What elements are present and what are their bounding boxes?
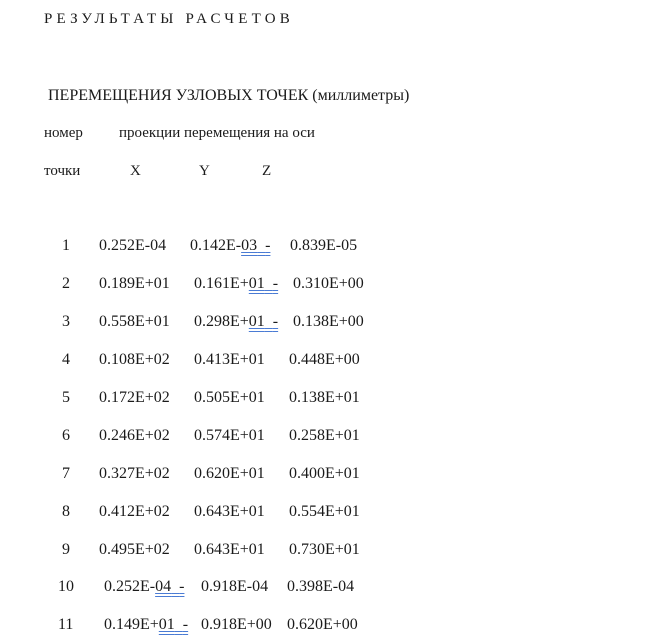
row-2-y: [194, 275, 278, 293]
row-5-x: 0.172E+02: [99, 389, 170, 406]
row-10-number: 10: [58, 578, 74, 595]
row-11-z: 0.620E+00: [287, 616, 358, 633]
row-4-y: 0.413E+01: [194, 351, 265, 368]
row-1-y-main: 0.142E-: [190, 237, 242, 254]
row-10-z: 0.398E-04: [287, 578, 355, 595]
row-6-x: 0.246E+02: [99, 427, 170, 444]
row-3-x: 0.558E+01: [99, 313, 170, 330]
row-5-z: 0.138E+01: [289, 389, 360, 406]
row-1-number: 1: [62, 237, 70, 254]
row-5-number: 5: [62, 389, 70, 406]
row-4-number: 4: [62, 351, 70, 368]
header-projections: проекции перемещения на оси: [119, 125, 315, 141]
row-11-x: [104, 616, 188, 634]
row-5-y: 0.505E+01: [194, 389, 265, 406]
row-4-z: 0.448E+00: [289, 351, 360, 368]
row-11-x-main: 0.149E+: [104, 616, 159, 633]
header-z: Z: [262, 163, 272, 179]
row-8-y: 0.643E+01: [194, 503, 265, 520]
row-7-number: 7: [62, 465, 70, 482]
row-6-number: 6: [62, 427, 70, 444]
row-2-y-main: 0.161E+: [194, 275, 249, 292]
row-9-number: 9: [62, 541, 70, 558]
row-8-z: 0.554E+01: [289, 503, 360, 520]
row-1-y: [190, 237, 270, 255]
row-2-y-exp: 01 -: [248, 275, 279, 292]
header-x: X: [130, 163, 141, 179]
row-9-y: 0.643E+01: [194, 541, 265, 558]
row-10-x-main: 0.252E-: [104, 578, 156, 595]
row-8-number: 8: [62, 503, 70, 520]
header-y: Y: [199, 163, 210, 179]
header-number: номер: [44, 125, 83, 141]
row-2-x: 0.189E+01: [99, 275, 170, 292]
row-1-y-exp: 03 -: [241, 237, 271, 254]
section-subtitle: ПЕРЕМЕЩЕНИЯ УЗЛОВЫХ ТОЧЕК (миллиметры): [48, 87, 410, 104]
row-3-y: [194, 313, 278, 331]
row-3-y-main: 0.298E+: [194, 313, 249, 330]
row-1-z: 0.839E-05: [290, 237, 358, 254]
row-10-y: 0.918E-04: [201, 578, 269, 595]
row-10-x: [104, 578, 184, 596]
row-7-x: 0.327E+02: [99, 465, 170, 482]
row-7-z: 0.400E+01: [289, 465, 360, 482]
row-3-z: 0.138E+00: [293, 313, 364, 330]
row-9-z: 0.730E+01: [289, 541, 360, 558]
row-2-z: 0.310E+00: [293, 275, 364, 292]
row-9-x: 0.495E+02: [99, 541, 170, 558]
row-11-number: 11: [58, 616, 74, 633]
row-11-x-exp: 01 -: [158, 616, 189, 633]
row-11-y: 0.918E+00: [201, 616, 272, 633]
row-1-x: 0.252E-04: [99, 237, 167, 254]
row-3-number: 3: [62, 313, 70, 330]
row-7-y: 0.620E+01: [194, 465, 265, 482]
row-6-y: 0.574E+01: [194, 427, 265, 444]
row-2-number: 2: [62, 275, 70, 292]
row-8-x: 0.412E+02: [99, 503, 170, 520]
page-title: РЕЗУЛЬТАТЫ РАСЧЕТОВ: [44, 11, 294, 27]
row-4-x: 0.108E+02: [99, 351, 170, 368]
row-6-z: 0.258E+01: [289, 427, 360, 444]
row-10-x-exp: 04 -: [155, 578, 185, 595]
row-3-y-exp: 01 -: [248, 313, 279, 330]
header-point: точки: [44, 163, 81, 179]
